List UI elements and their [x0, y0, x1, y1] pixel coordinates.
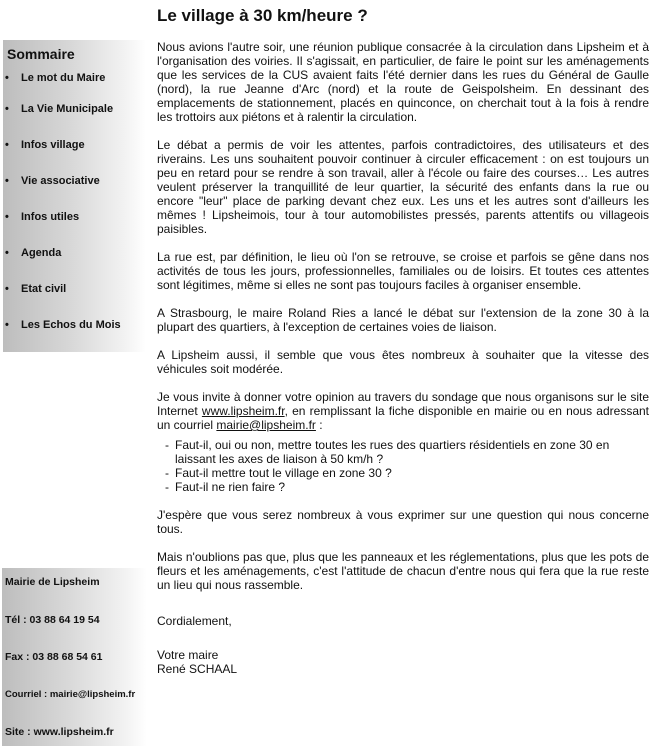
bullet-icon: •: [5, 247, 9, 259]
sidebar-summary: [3, 40, 146, 352]
sidebar-item-agenda[interactable]: [5, 245, 61, 261]
sidebar-item-label: Etat civil: [21, 283, 67, 295]
question-item: - Faut-il ne rien faire ?: [165, 480, 649, 494]
sidebar-item-echos-du-mois[interactable]: [5, 317, 121, 333]
bullet-icon: •: [5, 283, 9, 295]
closing-greeting: Cordialement,: [157, 614, 232, 628]
question-item: - Faut-il, oui ou non, mettre toutes les rues des quartiers résidentiels en zone 30 en laissant les axes de liaison à 50 km/h ?: [165, 438, 649, 466]
sidebar-item-infos-village[interactable]: [5, 137, 85, 153]
paragraph-intro: Nous avions l'autre soir, une réunion publique consacrée à la circulation dans Lipsheim et à l'organisation des voiries. Il s'agissait, en particulier, de faire le point sur les aménagements que les services de la CUS avaient faits l'été dernier dans les rues du Général de Gaulle (nord), la rue Jeanne d'Arc (nord) et la route de Geispolsheim. En dessinant des emplacements de stationnement, placés en quinconce, on cherchait tout à la fois à rendre les trottoirs aux piétons et à ralentir la circulation.: [157, 40, 649, 124]
paragraph-debate: Le débat a permis de voir les attentes, parfois contradictoires, des utilisateurs et des riverains. Les uns souhaitent pouvoir continuer à circuler efficacement : on est toujours un peu en retard pour se rendre à son travail, aller à l'école ou faire des courses… Les autres veulent préserver la tranquillité de leur quartier, la sécurité des enfants dans la rue ou encore "leur" place de parking devant chez eux. Les uns et les autres sont d'ailleurs les mêmes ! Lipsheimois, tour à tour automobilistes pressés, parents attentifs ou villageois paisibles.: [157, 138, 649, 236]
contact-name: Mairie de Lipsheim: [5, 576, 100, 588]
signature-role: Votre maire: [157, 648, 219, 662]
contact-website[interactable]: Site : www.lipsheim.fr: [5, 726, 114, 738]
bullet-icon: •: [5, 319, 9, 331]
paragraph-strasbourg: A Strasbourg, le maire Roland Ries a lancé le débat sur l'extension de la zone 30 à la plupart des quartiers, à l'exception de certaines voies de liaison.: [157, 306, 649, 334]
survey-questions: [157, 438, 649, 494]
contact-email[interactable]: Courriel : mairie@lipsheim.fr: [5, 689, 136, 700]
contact-phone: Tél : 03 88 64 19 54: [5, 614, 100, 626]
sidebar-heading: Sommaire: [7, 46, 75, 62]
sidebar-item-label: Infos village: [21, 139, 85, 151]
sidebar-item-infos-utiles[interactable]: [5, 209, 79, 225]
page-title: Le village à 30 km/heure ?: [157, 6, 368, 25]
invitation-text-start: Je vous invite à donner votre opinion au travers du sondage que nous organisons sur le site Internet: [157, 390, 649, 418]
sidebar-item-label: Vie associative: [21, 175, 100, 187]
email-link[interactable]: mairie@lipsheim.fr: [216, 418, 316, 432]
article-body: [157, 40, 649, 676]
invitation-text-end: :: [315, 418, 323, 432]
website-link[interactable]: www.lipsheim.fr: [201, 404, 285, 418]
paragraph-lipsheim: A Lipsheim aussi, il semble que vous êtes nombreux à souhaiter que la vitesse des véhicules soit modérée.: [157, 348, 649, 376]
signature-name: René SCHAAL: [157, 662, 238, 676]
sidebar-item-vie-associative[interactable]: [5, 173, 100, 189]
question-item: - Faut-il mettre tout le village en zone 30 ?: [165, 466, 649, 480]
sidebar-item-label: Le mot du Maire: [21, 72, 106, 84]
sidebar-item-vie-municipale[interactable]: [5, 101, 113, 117]
sidebar-item-label: Agenda: [21, 247, 62, 259]
bullet-icon: •: [5, 139, 9, 151]
invitation-text-middle: , en remplissant la fiche disponible en mairie ou en nous adressant un courriel: [157, 404, 650, 432]
sidebar-item-label: La Vie Municipale: [21, 103, 114, 115]
sidebar-item-etat-civil[interactable]: [5, 281, 66, 297]
sidebar-item-label: Infos utiles: [21, 211, 80, 223]
paragraph-street: La rue est, par définition, le lieu où l'on se retrouve, se croise et parfois se gêne dans nos activités de tous les jours, professionnelles, familiales ou de loisirs. Et toutes ces attentes sont légitimes, même si elles ne sont pas toujours faciles à organiser ensemble.: [157, 250, 649, 292]
paragraph-hope: J'espère que vous serez nombreux à vous exprimer sur une question qui nous concerne tous.: [157, 508, 649, 536]
contact-box: [2, 568, 147, 746]
bullet-icon: •: [5, 211, 9, 223]
sidebar-item-mot-du-maire[interactable]: [5, 70, 105, 86]
paragraph-attitude: Mais n'oublions pas que, plus que les panneaux et les réglementations, plus que les pots de fleurs et les aménagements, c'est l'attitude de chacun d'entre nous qui fera que la rue reste un lieu qui nous rassemble.: [157, 550, 649, 592]
bullet-icon: •: [5, 175, 9, 187]
bullet-icon: •: [5, 103, 9, 115]
bullet-icon: •: [5, 72, 9, 84]
sidebar-item-label: Les Echos du Mois: [21, 319, 121, 331]
paragraph-invitation: [157, 390, 649, 432]
contact-fax: Fax : 03 88 68 54 61: [5, 651, 103, 663]
